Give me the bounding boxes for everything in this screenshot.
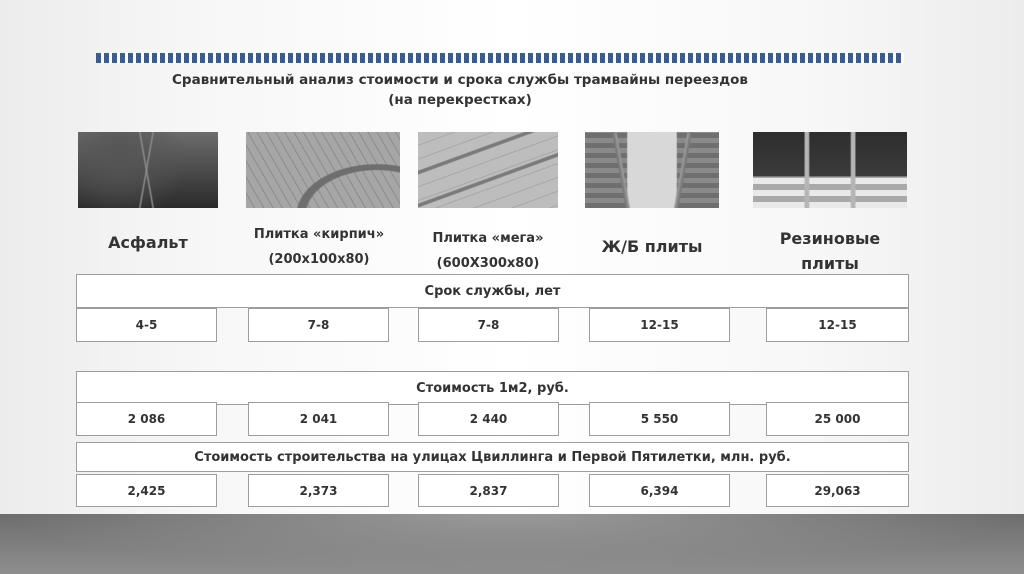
title-line-1: Сравнительный анализ стоимости и срока службы трамвайны переездов <box>172 72 748 88</box>
type-label-line: (600Х300х80) <box>436 256 540 271</box>
value-cell: 25 000 <box>766 402 909 436</box>
type-label-line: Плитка «кирпич» <box>253 227 385 242</box>
slide-title <box>100 70 820 110</box>
rubber-slab-photo <box>753 132 907 208</box>
type-label-rubber <box>748 226 912 276</box>
value-cell: 2,425 <box>76 474 217 507</box>
type-label-line: плиты <box>801 254 859 273</box>
value-cell: 2 440 <box>418 402 559 436</box>
value-cell: 7-8 <box>418 308 559 342</box>
decorative-stripe <box>96 53 904 63</box>
section-header-construction-cost: Стоимость строительства на улицах Цвиллинга и Первой Пятилетки, млн. руб. <box>76 442 909 472</box>
value-cell: 4-5 <box>76 308 217 342</box>
title-line-2: (на перекрестках) <box>388 92 532 108</box>
type-label-line: Асфальт <box>108 233 188 252</box>
floor-background <box>0 514 1024 574</box>
type-label-asphalt <box>68 230 228 255</box>
type-label-line: (200х100х80) <box>268 252 370 267</box>
value-cell: 2 041 <box>248 402 389 436</box>
value-cell: 7-8 <box>248 308 389 342</box>
value-cell: 2,373 <box>248 474 389 507</box>
type-label-line: Резиновые <box>779 229 881 248</box>
value-cell: 6,394 <box>589 474 730 507</box>
value-cell: 2,837 <box>418 474 559 507</box>
section-header-service-life: Срок службы, лет <box>76 274 909 308</box>
value-cell: 12-15 <box>766 308 909 342</box>
type-label-mega <box>406 226 570 276</box>
mega-tile-photo <box>418 132 558 208</box>
type-label-line: Плитка «мега» <box>432 231 544 246</box>
value-cell: 5 550 <box>589 402 730 436</box>
concrete-slab-photo <box>585 132 719 208</box>
brick-tile-photo <box>246 132 400 208</box>
type-label-line: Ж/Б плиты <box>601 237 703 256</box>
value-cell: 12-15 <box>589 308 730 342</box>
value-cell: 29,063 <box>766 474 909 507</box>
type-label-concrete <box>570 234 734 259</box>
section-header-cost-per-m2: Стоимость 1м2, руб. <box>76 371 909 405</box>
type-label-brick <box>234 222 404 272</box>
value-cell: 2 086 <box>76 402 217 436</box>
asphalt-photo <box>78 132 218 208</box>
